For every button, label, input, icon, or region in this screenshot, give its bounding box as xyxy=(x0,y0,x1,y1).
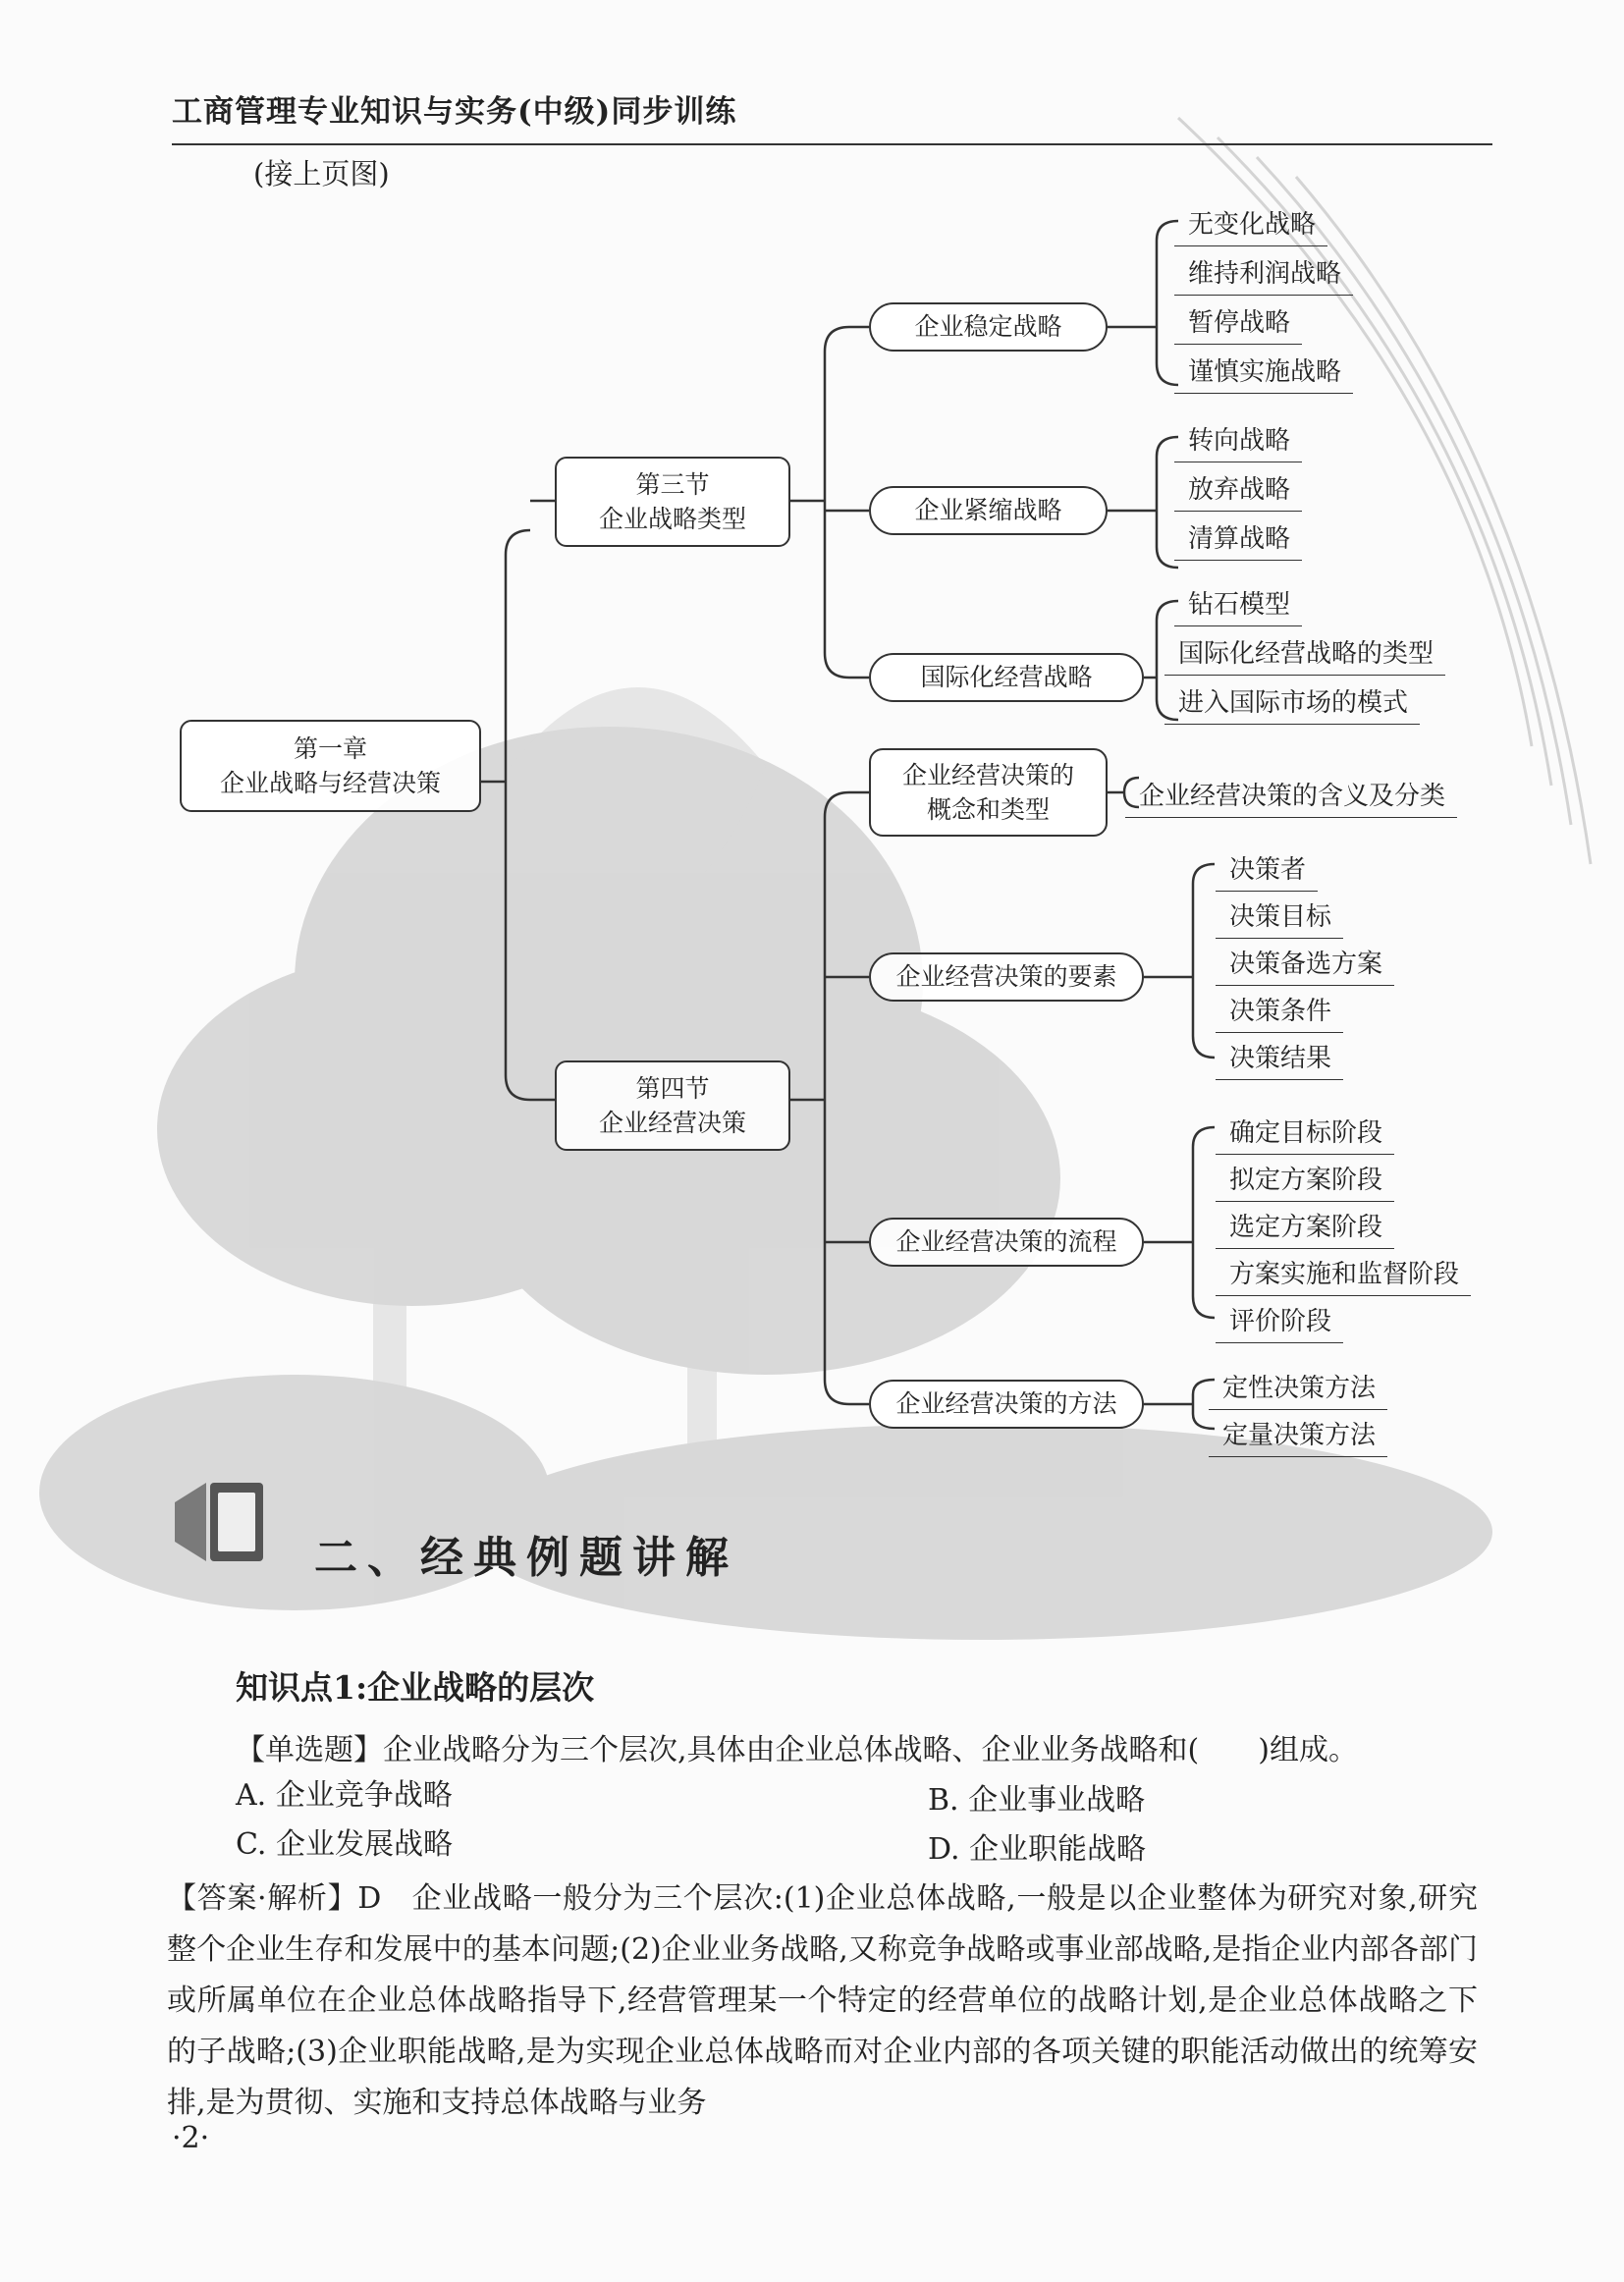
branch-retrench-strategy: 企业紧缩战略 xyxy=(869,486,1108,535)
node-section3 xyxy=(555,457,790,547)
question-stem xyxy=(236,1725,1358,1768)
section-heading: 二、经典例题讲解 xyxy=(314,1533,738,1583)
option-d: D. 企业职能战略 xyxy=(928,1832,1147,1867)
leaf-item: 维持利润战略 xyxy=(1188,253,1341,290)
leaf-item: 清算战略 xyxy=(1188,518,1290,555)
branch-decision-elements: 企业经营决策的要素 xyxy=(869,952,1144,1002)
concept-line2: 概念和类型 xyxy=(926,795,1050,824)
continued-note: (接上页图) xyxy=(253,157,390,190)
leaf-item: 定性决策方法 xyxy=(1222,1368,1376,1404)
leaf-item: 暂停战略 xyxy=(1188,302,1290,339)
branch-decision-process: 企业经营决策的流程 xyxy=(869,1218,1144,1267)
leaf-item: 决策结果 xyxy=(1229,1038,1331,1074)
answer-text: D 企业战略一般分为三个层次:(1)企业总体战略,一般是以企业整体为研究对象,研究整个企业生存和发展中的基本问题;(2)企业业务战略,又称竞争战略或事业部战略,是指企业内部各部门或所属单位在企业总体战略指导下,经营管理某一个特定的经营单位的战略计划,是企业总体战略之下的子战略;(3)企业职能战略,是为实现企业总体战略而对企业内部的各项关键的职能活动做出的统筹安排,是为贯彻、实施和支持总体战略与业务 xyxy=(167,1881,1478,2120)
knowledge-point-title: 知识点1:企业战略的层次 xyxy=(236,1668,595,1707)
concept-line1: 企业经营决策的 xyxy=(901,761,1074,789)
leaf-item: 无变化战略 xyxy=(1188,204,1316,241)
leaf-item: 企业经营决策的含义及分类 xyxy=(1139,776,1445,812)
section4-line1: 第四节 xyxy=(635,1074,710,1103)
leaf-item: 定量决策方法 xyxy=(1222,1415,1376,1451)
leaf-item: 决策备选方案 xyxy=(1229,944,1382,980)
running-header: 工商管理专业知识与实务(中级)同步训练 xyxy=(172,94,737,130)
root-node-chapter1 xyxy=(180,720,481,812)
leaf-item: 放弃战略 xyxy=(1188,469,1290,506)
root-line2: 企业战略与经营决策 xyxy=(219,769,441,797)
leaf-item: 确定目标阶段 xyxy=(1229,1113,1382,1149)
leaf-item: 决策条件 xyxy=(1229,991,1331,1027)
branch-decision-methods: 企业经营决策的方法 xyxy=(869,1380,1144,1429)
leaf-item: 拟定方案阶段 xyxy=(1229,1160,1382,1196)
question-text: 企业战略分为三个层次,具体由企业总体战略、企业业务战略和( )组成。 xyxy=(383,1733,1358,1767)
leaf-item: 进入国际市场的模式 xyxy=(1178,682,1408,719)
option-a: A. 企业竞争战略 xyxy=(236,1778,453,1813)
leaf-item: 谨慎实施战略 xyxy=(1188,352,1341,388)
branch-international-strategy: 国际化经营战略 xyxy=(869,653,1144,702)
answer-tag: 【答案·解析】 xyxy=(167,1881,358,1916)
branch-stable-strategy: 企业稳定战略 xyxy=(869,302,1108,352)
page-number: ·2· xyxy=(172,2121,210,2155)
leaf-item: 方案实施和监督阶段 xyxy=(1229,1254,1459,1290)
section3-line1: 第三节 xyxy=(635,470,710,499)
leaf-item: 评价阶段 xyxy=(1229,1301,1331,1337)
root-line1: 第一章 xyxy=(293,734,367,763)
branch-decision-concept xyxy=(869,748,1108,837)
question-tag: 【单选题】 xyxy=(236,1733,383,1767)
option-c: C. 企业发展战略 xyxy=(236,1827,453,1862)
section4-line2: 企业经营决策 xyxy=(598,1109,746,1137)
section3-line2: 企业战略类型 xyxy=(598,505,746,533)
node-section4 xyxy=(555,1060,790,1151)
leaf-item: 国际化经营战略的类型 xyxy=(1178,633,1434,670)
answer-paragraph xyxy=(167,1874,1478,2129)
leaf-item: 决策目标 xyxy=(1229,896,1331,933)
option-b: B. 企业事业战略 xyxy=(928,1783,1146,1818)
leaf-item: 选定方案阶段 xyxy=(1229,1207,1382,1243)
leaf-item: 转向战略 xyxy=(1188,420,1290,457)
leaf-item: 决策者 xyxy=(1229,849,1306,886)
leaf-item: 钻石模型 xyxy=(1188,584,1290,621)
